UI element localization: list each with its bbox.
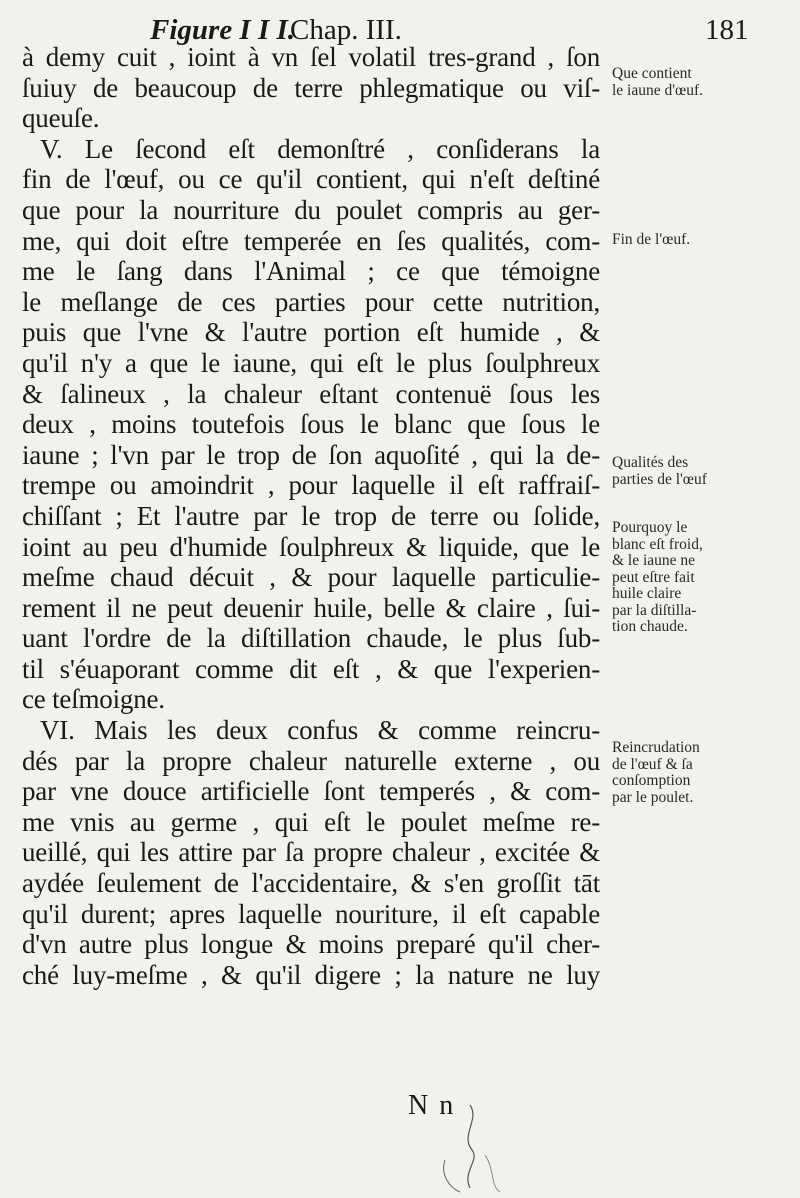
text-line: dés par la propre chaleur naturelle externe , ou	[22, 745, 600, 776]
text-line: que pour la nourriture du poulet compris au ger-	[22, 194, 600, 225]
text-line: ſuiuy de beaucoup de terre phlegmatique ou viſ-	[22, 72, 600, 103]
text-line: d'vn autre plus longue & moins preparé qu'il cher-	[22, 929, 600, 960]
text-line: qu'il n'y a que le iaune, qui eſt le plus ſoulphreux	[22, 347, 600, 378]
text-line: par vne douce artificielle ſont temperés , & com-	[22, 776, 600, 807]
margin-note-line: Pourquoy le	[612, 519, 688, 536]
text-line: chiſſant ; Et l'autre par le trop de terre ou ſolide,	[22, 500, 600, 531]
margin-note	[612, 455, 798, 488]
margin-note-line: Que contient	[612, 65, 692, 82]
text-line: queuſe.	[22, 103, 100, 134]
text-line: puis que l'vne & l'autre portion eſt humide , &	[22, 317, 600, 348]
header-figure: Figure I I I.	[150, 14, 296, 46]
text-line: qu'il durent; apres laquelle nouriture, il eſt capable	[22, 898, 600, 929]
text-line: til s'éuaporant comme dit eſt , & que l'experien-	[22, 653, 600, 684]
margin-note	[612, 66, 798, 99]
margin-note-line: blanc eſt froid,	[612, 535, 703, 553]
text-line: me, qui doit eſtre temperée en ſes qualités, com-	[22, 225, 600, 256]
text-line: ce teſmoigne.	[22, 684, 165, 715]
text-line: ioint au peu d'humide ſoulphreux & liquide, que le	[22, 531, 600, 562]
margin-note-line: parties de l'œuf	[612, 470, 707, 488]
main-text-column	[22, 42, 600, 990]
text-line: le meſlange de ces parties pour cette nutrition,	[22, 286, 600, 317]
signature-mark: N n	[408, 1090, 456, 1121]
text-line: me le ſang dans l'Animal ; ce que témoigne	[22, 256, 600, 287]
text-line: rement il ne peut deuenir huile, belle & claire , ſui-	[22, 592, 600, 623]
margin-note-line: par la diſtilla-	[612, 601, 697, 619]
ink-scribble-mark	[400, 1100, 540, 1195]
margin-note-line: huile claire	[612, 585, 682, 602]
text-line: aydée ſeulement de l'accidentaire, & s'en groſſit tāt	[22, 868, 600, 899]
margin-note-line: peut eſtre fait	[612, 568, 695, 586]
text-line: & ſalineux , la chaleur eſtant contenuë ſous les	[22, 378, 600, 409]
margin-note-line: le iaune d'œuf.	[612, 81, 704, 99]
margin-note-line: par le poulet.	[612, 788, 694, 806]
text-line: trempe ou amoindrit , pour laquelle il eſt raffraiſ-	[22, 470, 600, 501]
text-line: à demy cuit , ioint à vn ſel volatil tres-grand , ſon	[22, 42, 600, 72]
text-line: fin de l'œuf, ou ce qu'il contient, qui n'eſt deſtiné	[22, 164, 600, 195]
text-line: uant l'ordre de la diſtillation chaude, le plus ſub-	[22, 623, 600, 654]
margin-note-line: & le iaune ne	[612, 552, 696, 569]
page-number: 181	[705, 14, 749, 46]
text-line: iaune ; l'vn par le trop de ſon aquoſité , qui la de-	[22, 439, 600, 470]
margin-note-line: conſomption	[612, 772, 691, 789]
margin-note	[612, 740, 798, 806]
margin-note	[612, 232, 798, 249]
text-line: meſme chaud décuit , & pour laquelle particulie-	[22, 562, 600, 593]
text-line: me vnis au germe , qui eſt le poulet meſme re-	[22, 806, 600, 837]
margin-note-line: Reincrudation	[612, 739, 700, 756]
text-line: deux , moins toutefois ſous le blanc que ſous le	[22, 409, 600, 440]
header-chapter: Chap. III.	[290, 14, 402, 46]
text-line: VI. Mais les deux confus & comme reincru-	[40, 715, 600, 746]
margin-note-line: tion chaude.	[612, 618, 688, 635]
margin-note-line: Fin de l'œuf.	[612, 231, 691, 248]
text-line: V. Le ſecond eſt demonſtré , conſiderans la	[40, 133, 600, 164]
margin-note	[612, 520, 798, 636]
text-line: ché luy-meſme , & qu'il digere ; la nature ne luy	[22, 959, 600, 990]
margin-note-line: de l'œuf & ſa	[612, 755, 693, 773]
margin-note-line: Qualités des	[612, 454, 689, 471]
text-line: ueillé, qui les attire par ſa propre chaleur , excitée &	[22, 837, 600, 868]
